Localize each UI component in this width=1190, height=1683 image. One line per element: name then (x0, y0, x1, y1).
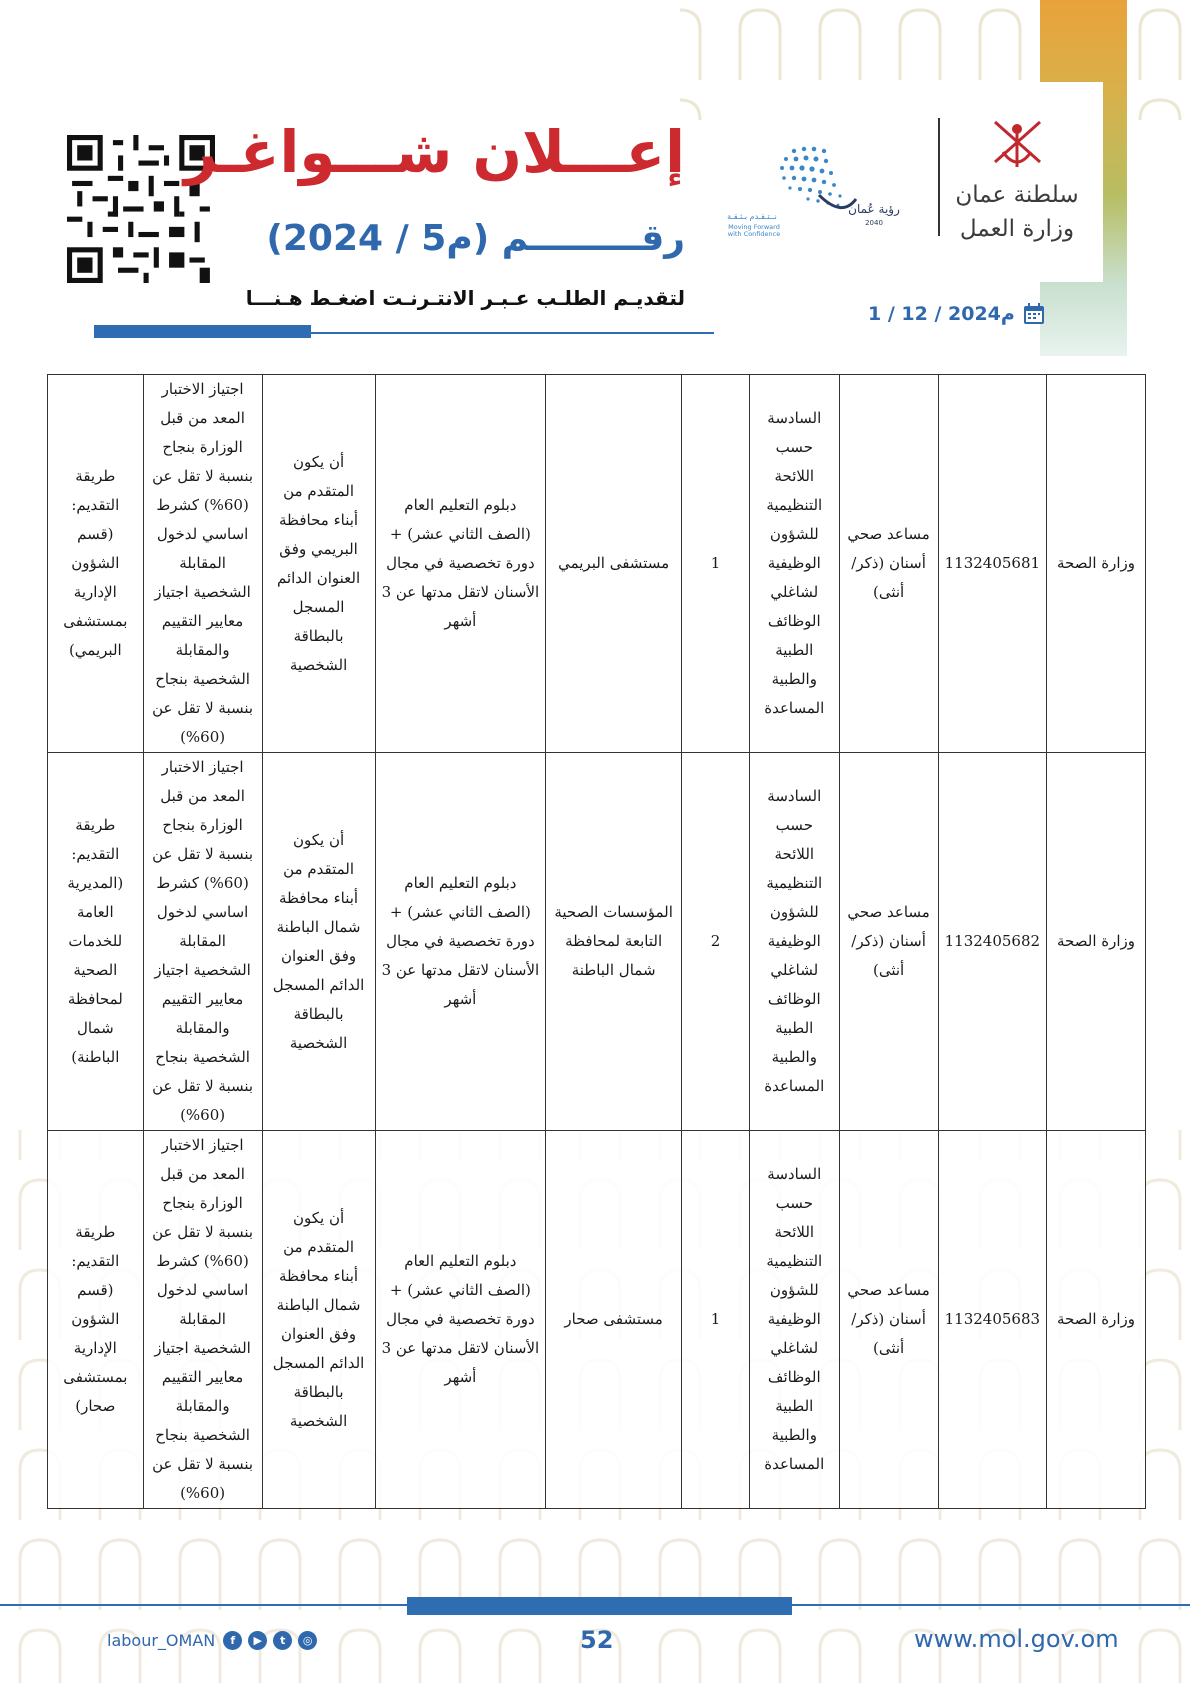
job-title-cell: مساعد صحي أسنان (ذكر/ أنثى) (839, 375, 938, 753)
page-title: إعـــلان شـــواغـر (184, 118, 685, 186)
qualification-cell: دبلوم التعليم العام (الصف الثاني عشر) + دورة تخصصية في مجال الأسنان لاتقل مدتها عن 3 أشهر (375, 1131, 546, 1509)
qualification-cell: دبلوم التعليم العام (الصف الثاني عشر) + دورة تخصصية في مجال الأسنان لاتقل مدتها عن 3 أشهر (375, 753, 546, 1131)
social-handle[interactable]: labour_OMAN (107, 1631, 216, 1650)
vacancies-table (47, 374, 1146, 1509)
announcement-number: رقـــــــــم (م5 / 2024) (266, 218, 685, 259)
application-method-cell: طريقة التقديم: (قسم الشؤون الإدارية بمستشفى البريمي) (48, 375, 144, 753)
residency-condition-cell: أن يكون المتقدم من أبناء محافظة البريمي وفق العنوان الدائم المسجل بالبطاقة الشخصية (262, 375, 375, 753)
job-title-cell: مساعد صحي أسنان (ذكر/ أنثى) (839, 1131, 938, 1509)
facebook-icon[interactable]: f (223, 1631, 242, 1650)
grade-cell: السادسة حسب اللائحة التنظيمية للشؤون الوظيفية لشاغلي الوظائف الطبية والطبية المساعدة (749, 753, 839, 1131)
logo-divider (938, 118, 940, 236)
job-code-cell: 1132405681 (938, 375, 1046, 753)
residency-condition-cell: أن يكون المتقدم من أبناء محافظة شمال الباطنة وفق العنوان الدائم المسجل بالبطاقة الشخصية (262, 753, 375, 1131)
table-row (48, 1131, 1146, 1509)
svg-text:2040: 2040 (865, 219, 883, 227)
application-method-cell: طريقة التقديم: (قسم الشؤون الإدارية بمستشفى صحار) (48, 1131, 144, 1509)
selection-criteria-cell: اجتياز الاختبار المعد من قبل الوزارة بنجاح بنسبة لا تقل عن (60%) كشرط اساسي لدخول المقابلة الشخصية اجتياز معايير التقييم والمقابلة الشخصية بنجاح بنسبة لا تقل عن (60%) (143, 1131, 262, 1509)
residency-condition-cell: أن يكون المتقدم من أبناء محافظة شمال الباطنة وفق العنوان الدائم المسجل بالبطاقة الشخصية (262, 1131, 375, 1509)
social-links (107, 1631, 317, 1650)
footer-accent-band (407, 1597, 792, 1615)
ministry-of-labour-logo (955, 112, 1080, 247)
svg-text:with Confidence: with Confidence (727, 230, 781, 238)
selection-criteria-cell: اجتياز الاختبار المعد من قبل الوزارة بنجاح بنسبة لا تقل عن (60%) كشرط اساسي لدخول المقابلة الشخصية اجتياز معايير التقييم والمقابلة الشخصية بنجاح بنسبة لا تقل عن (60%) (143, 753, 262, 1131)
calendar-icon (1023, 303, 1045, 325)
workplace-cell: المؤسسات الصحية التابعة لمحافظة شمال الباطنة (546, 753, 682, 1131)
table-row (48, 753, 1146, 1131)
announcement-date (868, 303, 1045, 325)
job-code-cell: 1132405683 (938, 1131, 1046, 1509)
table-row (48, 375, 1146, 753)
grade-cell: السادسة حسب اللائحة التنظيمية للشؤون الوظيفية لشاغلي الوظائف الطبية والطبية المساعدة (749, 1131, 839, 1509)
ministry-cell: وزارة الصحة (1047, 375, 1146, 753)
svg-text:وزارة العمل: وزارة العمل (959, 216, 1075, 242)
page-number: 52 (580, 1626, 614, 1654)
youtube-icon[interactable]: ▶ (248, 1631, 267, 1650)
instagram-icon[interactable]: ◎ (298, 1631, 317, 1650)
vacancy-count-cell: 1 (682, 1131, 750, 1509)
application-method-cell: طريقة التقديم: (المديرية العامة للخدمات الصحية لمحافظة شمال الباطنة) (48, 753, 144, 1131)
svg-text:نــتـقـدم بـثـقـة: نــتـقـدم بـثـقـة (727, 212, 777, 221)
twitter-icon[interactable]: t (273, 1631, 292, 1650)
selection-criteria-cell: اجتياز الاختبار المعد من قبل الوزارة بنجاح بنسبة لا تقل عن (60%) كشرط اساسي لدخول المقابلة الشخصية اجتياز معايير التقييم والمقابلة الشخصية بنجاح بنسبة لا تقل عن (60%) (143, 375, 262, 753)
vacancy-count-cell: 2 (682, 753, 750, 1131)
oman-vision-2040-logo (724, 133, 912, 243)
svg-text:Moving Forward: Moving Forward (728, 223, 780, 231)
workplace-cell: مستشفى البريمي (546, 375, 682, 753)
job-title-cell: مساعد صحي أسنان (ذكر/ أنثى) (839, 753, 938, 1131)
grade-cell: السادسة حسب اللائحة التنظيمية للشؤون الوظيفية لشاغلي الوظائف الطبية والطبية المساعدة (749, 375, 839, 753)
ministry-cell: وزارة الصحة (1047, 753, 1146, 1131)
svg-text:سلطنة عمان: سلطنة عمان (955, 182, 1079, 208)
website-link[interactable]: www.mol.gov.om (914, 1625, 1119, 1653)
ministry-cell: وزارة الصحة (1047, 1131, 1146, 1509)
qualification-cell: دبلوم التعليم العام (الصف الثاني عشر) + دورة تخصصية في مجال الأسنان لاتقل مدتها عن 3 أشهر (375, 375, 546, 753)
job-code-cell: 1132405682 (938, 753, 1046, 1131)
date-text: 1 / 12 / 2024م (868, 303, 1015, 325)
workplace-cell: مستشفى صحار (546, 1131, 682, 1509)
svg-text:رؤية عُمان: رؤية عُمان (848, 202, 900, 216)
title-underline-accent (94, 325, 311, 338)
vacancy-count-cell: 1 (682, 375, 750, 753)
apply-online-link[interactable]: لتقديـم الطلـب عـبـر الانتـرنـت اضغـط هـنـــا (245, 286, 685, 310)
